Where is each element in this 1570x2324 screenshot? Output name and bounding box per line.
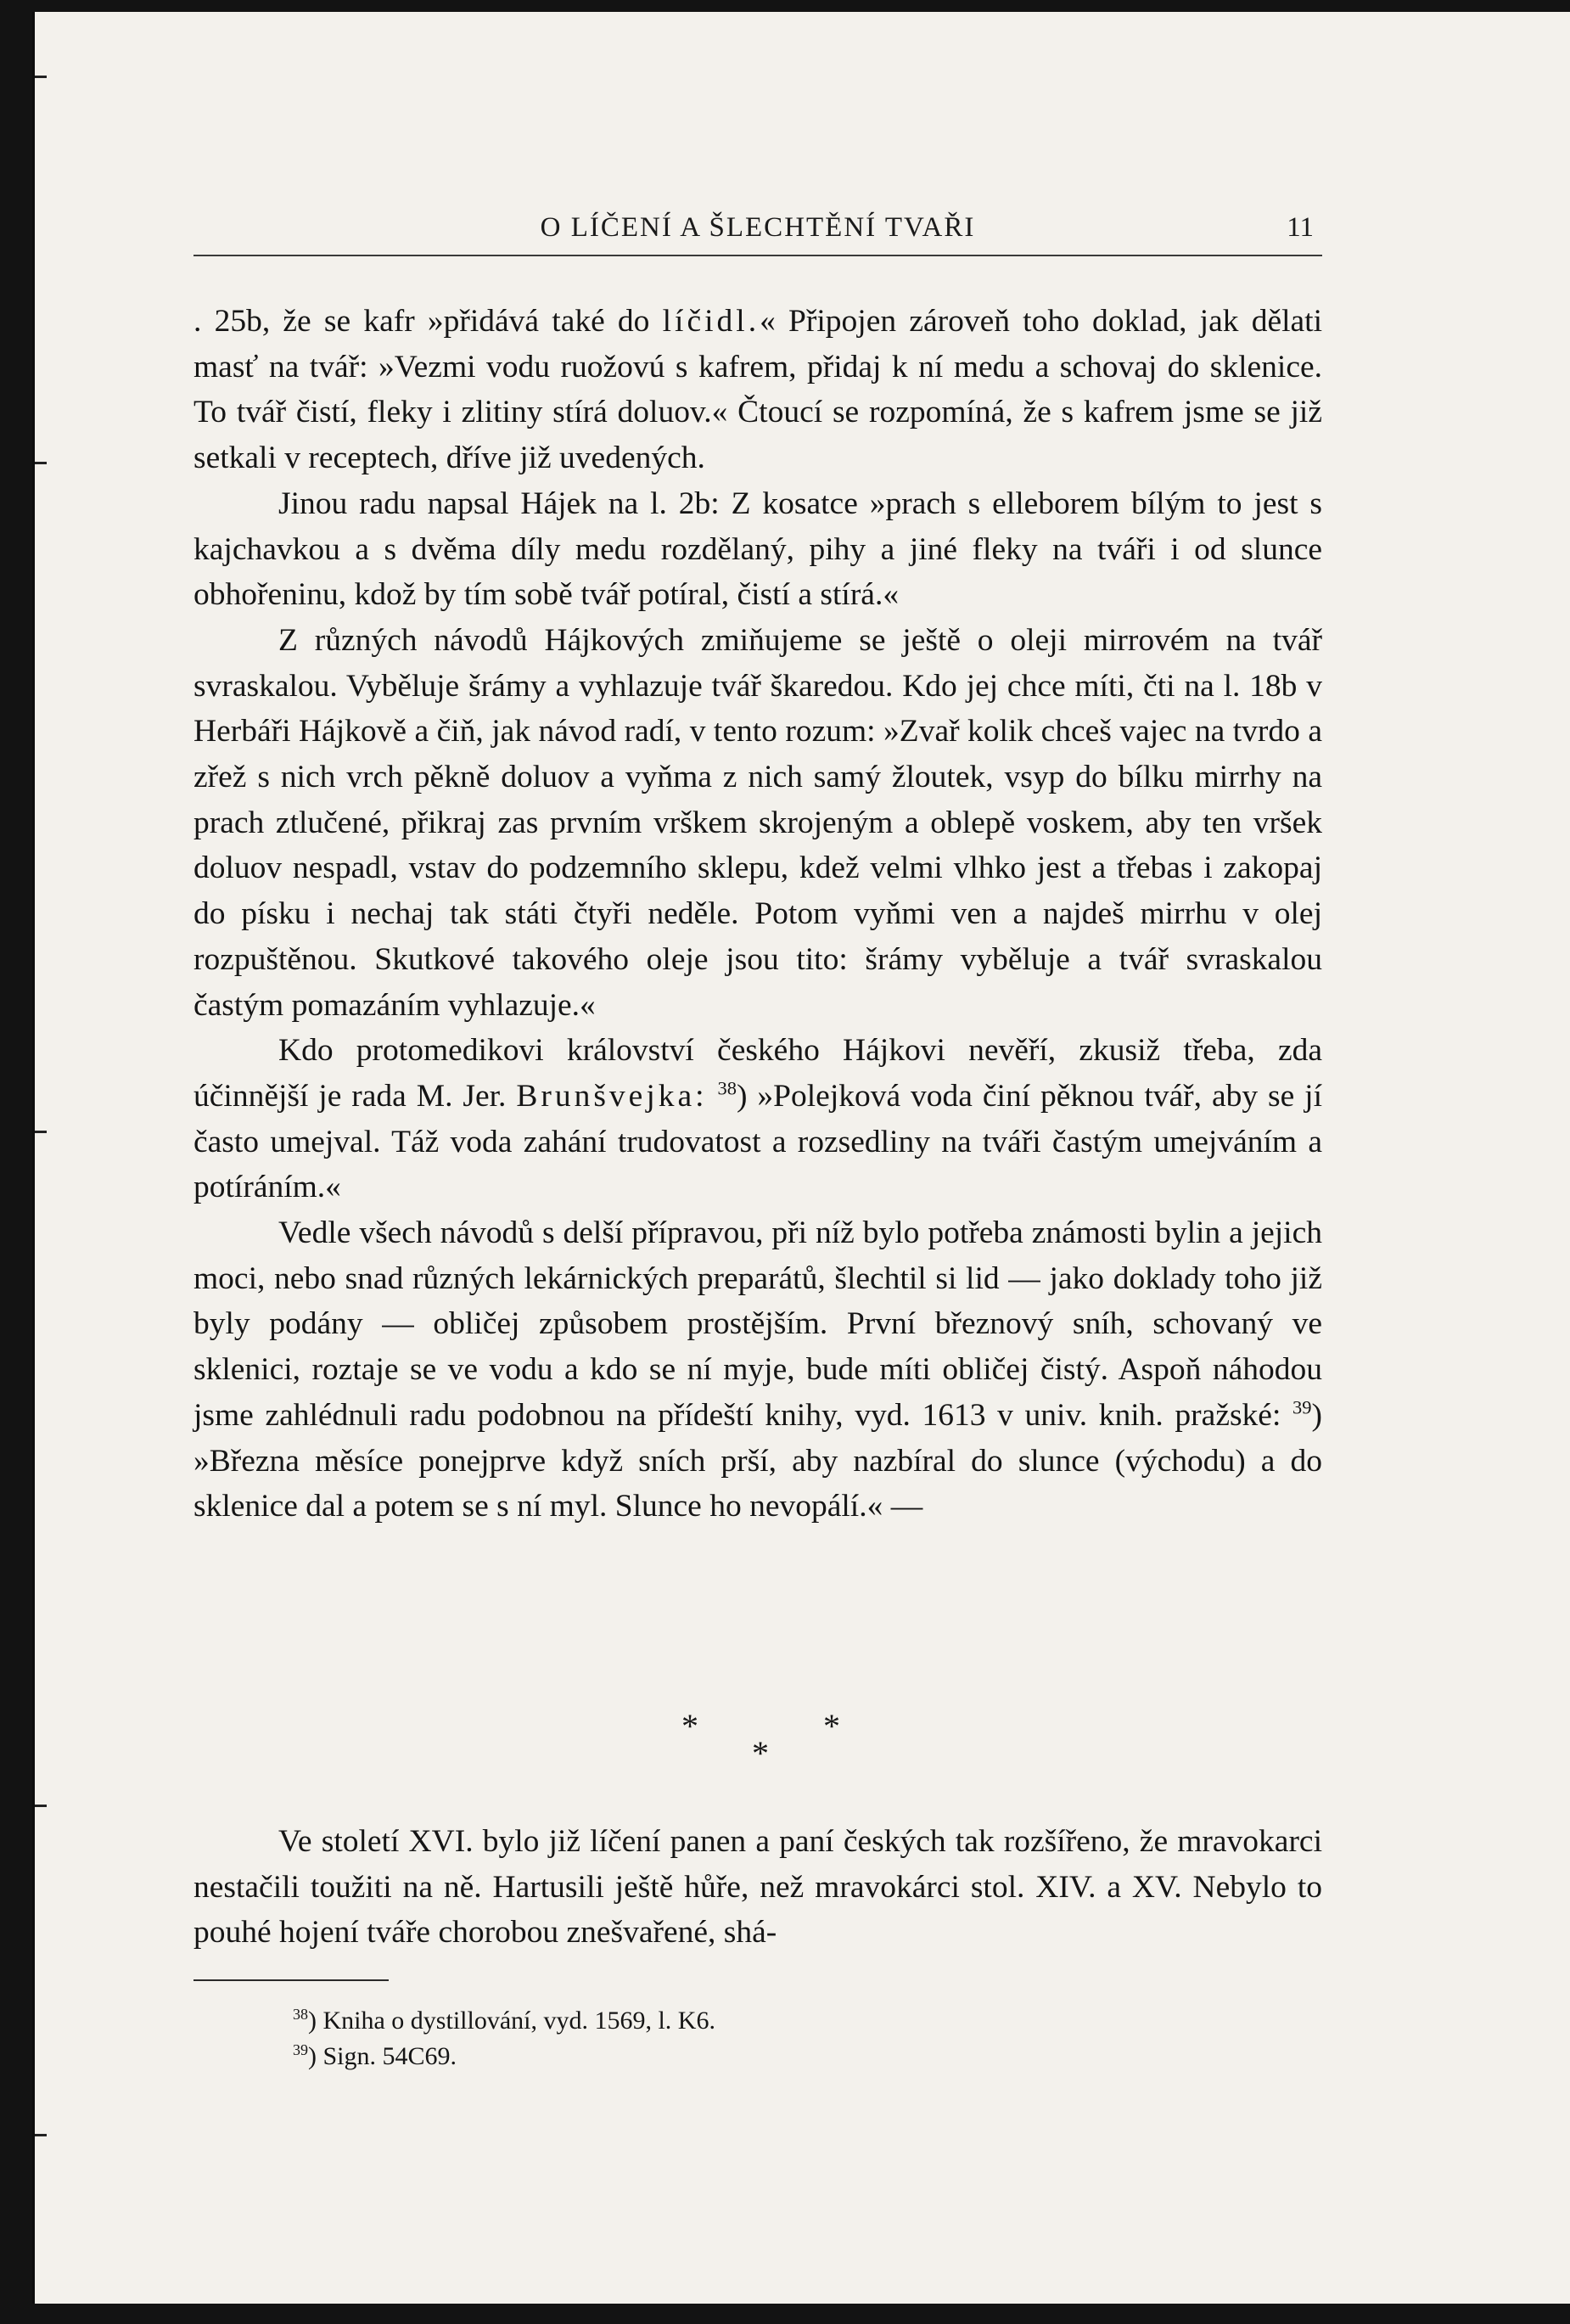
- footnote-ref[interactable]: 39: [1292, 1396, 1312, 1418]
- asterisk: *: [823, 1707, 840, 1745]
- paragraph-5: Vedle všech návodů s delší přípravou, při níž bylo potřeba známosti bylin a jejich moci, nebo snad různých lekárnických preparátů, šlechtil si lid — jako doklady toho již byly podány — obličej způsobem prostějším. První březnový sníh, schovaný ve sklenici, roztaje se ve vodu a kdo se ní myje, bude míti obličej čistý. Aspoň náhodou jsme zahlédnuli radu podobnou na přídeští knihy, vyd. 1613 v univ. knih. pražské: $^{39}$) »Března měsíce ponejprve když sních prší, aby nazbíral do slunce (východu) a do sklenice dal a potem se s ní myl. Slunce ho nevopálí.« —: [193, 1215, 1322, 1524]
- section-2-text: [193, 1819, 1322, 1956]
- section-break-asterism: [193, 1706, 1322, 1799]
- page-number: 11: [1287, 212, 1314, 243]
- footnote-39: $^{39}$) Sign. 54C69.: [293, 2041, 457, 2070]
- paragraph-2: Jinou radu napsal Hájek na l. 2b: Z kosatce »prach s elleborem bílým to jest s kajchavkou a s dvěma díly medu rozdělaný, pihy a jiné fleky na tváři i od slunce obhořeninu, kdož by tím sobě tvář potíral, čistí a stírá.«: [193, 486, 1322, 613]
- binding-mark: [35, 462, 47, 464]
- spaced-name: Brunšvejka:: [516, 1078, 708, 1114]
- footnote-ref[interactable]: 38: [717, 1077, 737, 1099]
- footnotes: [293, 2003, 1226, 2074]
- binding-mark: [35, 2134, 47, 2136]
- asterisk: *: [752, 1734, 769, 1772]
- footnote-38: $^{38}$) Kniha o dystillování, vyd. 1569, l. K6.: [293, 2006, 715, 2035]
- running-header: [193, 204, 1322, 256]
- binding-mark: [35, 1131, 47, 1133]
- binding-mark: [35, 1805, 47, 1807]
- spaced-word: líčidl.: [662, 304, 760, 339]
- paragraph-3: Z různých návodů Hájkových zmiňujeme se ještě o oleji mirrovém na tvář svraskalou. Vyběluje šrámy a vyhlazuje tvář škaredou. Kdo jej chce míti, čti na l. 18b v Herbáři Hájkově a čiň, jak návod radí, v tento rozum: »Zvař kolik chceš vajec na tvrdo a zřež s nich vrch pěkně doluov a vyňma z nich samý žloutek, vsyp do bílku mirrhy na prach ztlučené, přikraj zas prvním vrškem skrojeným a oblepě voskem, aby ten vršek doluov nespadl, vstav do podzemního sklepu, kdež velmi vlhko jest a třebas i zakopaj do písku i nechaj tak státi čtyři neděle. Potom vyňmi ven a najdeš mirrhu v olej rozpuštěnou. Skutkové takového oleje jsou tito: šrámy vyběluje a tvář svraskalou častým pomazáním vyhlazuje.«: [193, 622, 1322, 1023]
- main-text: [193, 299, 1322, 1530]
- paragraph-6: Ve století XVI. bylo již líčení panen a paní českých tak rozšířeno, že mravokarci nestačili toužiti na ně. Hartusili ještě hůře, než mravokárci stol. XIV. a XV. Nebylo to pouhé hojení tváře chorobou znešvařené, shá-: [193, 1824, 1322, 1951]
- paragraph-4: Kdo protomedikovi království českého Hájkovi nevěří, zkusiž třeba, zda účinnější je rada M. Jer. Brunšvejka: $^{38}$) »Polejková voda činí pěknou tvář, aby se jí často umejval. Táž voda zahání trudovatost a rozsedliny na tváři častým umejváním a potíráním.«: [193, 1033, 1323, 1205]
- footnote-divider: [193, 1979, 389, 1981]
- binding-mark: [35, 76, 47, 78]
- paragraph-1: . 25b, že se kafr »přidává také do líčidl.« Připojen zároveň toho doklad, jak dělati masť na tvář: »Vezmi vodu ruožovú s kafrem, přidaj k ní medu a schovaj do sklenice. To tvář čistí, fleky i zlitiny stírá doluov.« Čtoucí se rozpomíná, že s kafrem jsme se již setkali v receptech, dříve již uvedených.: [193, 304, 1322, 476]
- page-title: O LÍČENÍ A ŠLECHTĚNÍ TVAŘI: [540, 212, 976, 243]
- asterisk: *: [681, 1707, 698, 1745]
